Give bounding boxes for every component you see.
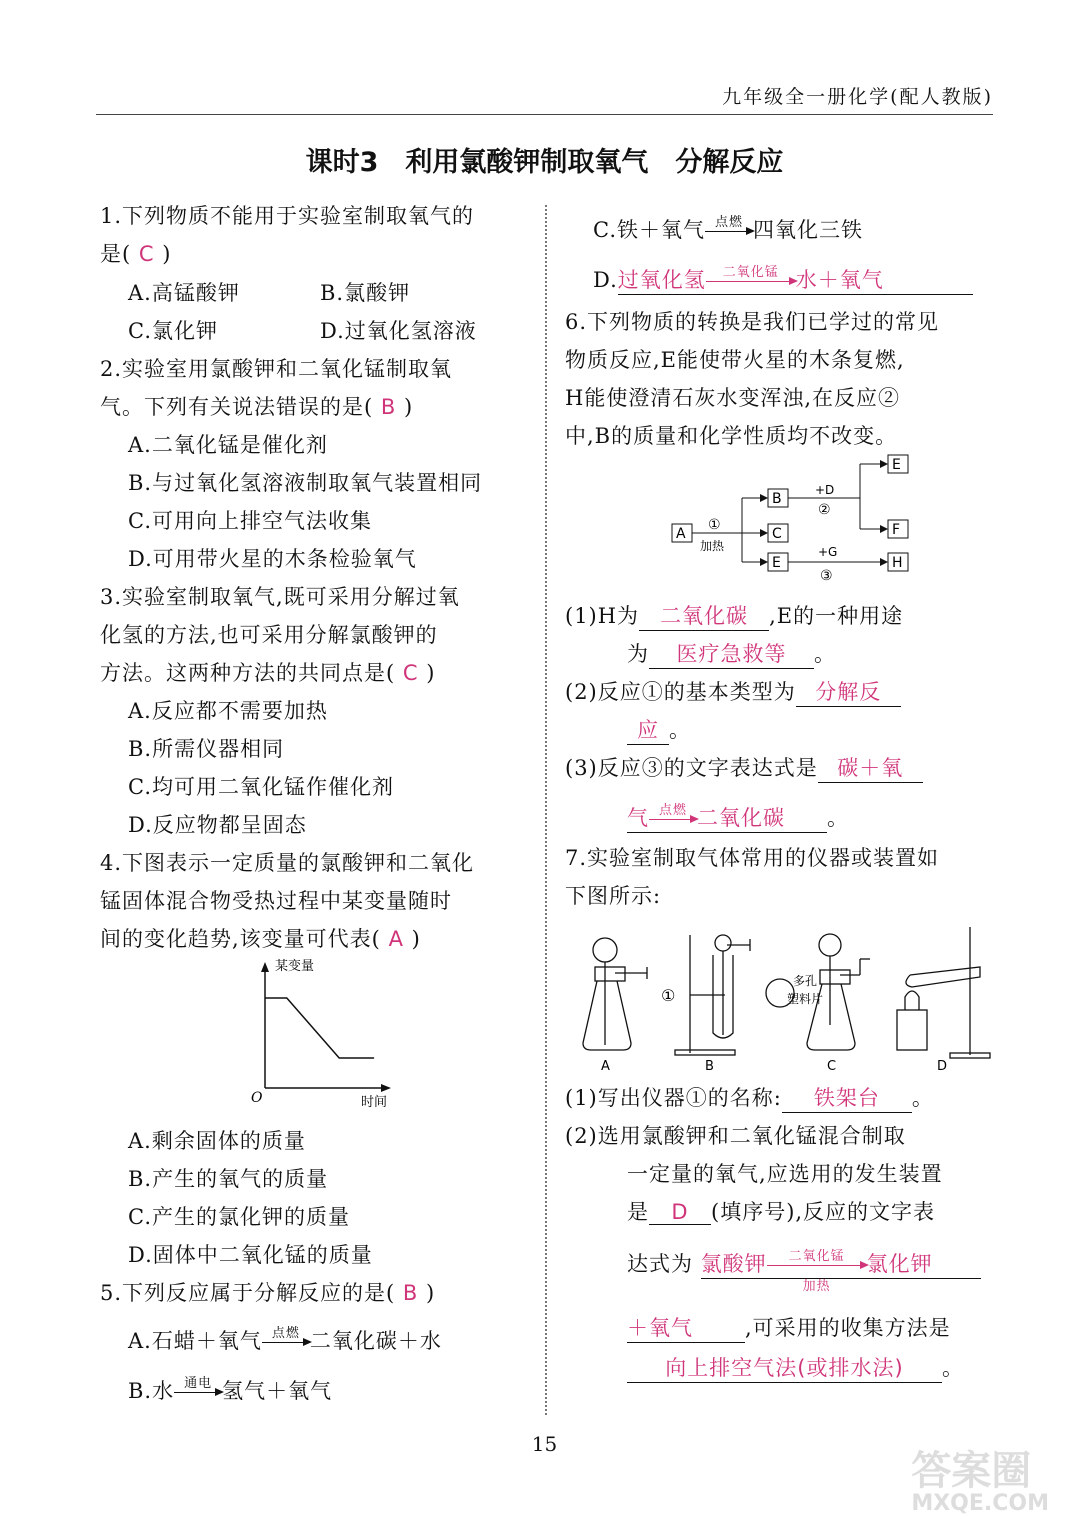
q7-part-2-line6: 向上排空气法(或排水法) 。: [627, 1352, 964, 1383]
q3-option-a: A.反应都不需要加热: [128, 699, 328, 723]
q4-option-b: B.产生的氧气的质量: [128, 1167, 329, 1191]
svg-text:E: E: [772, 555, 781, 571]
svg-text:E: E: [892, 457, 901, 473]
q5-option-d: D.过氧化氢 二氧化锰 水＋氧气: [593, 264, 973, 295]
q4-answer: A: [388, 927, 404, 951]
svg-text:③: ③: [820, 568, 833, 584]
column-divider: [545, 205, 547, 1415]
q3-answer: C: [402, 661, 419, 685]
svg-text:加热: 加热: [700, 539, 725, 553]
q1-option-a: A.高锰酸钾: [128, 281, 240, 305]
apparatus-d: [897, 927, 990, 1058]
q3-option-d: D.反应物都呈固态: [128, 813, 307, 837]
q4-stem-2: 锰固体混合物受热过程中某变量随时: [100, 889, 452, 913]
q5-option-b: B.水 通电 氢气＋氧气: [128, 1376, 333, 1403]
svg-text:B: B: [705, 1059, 714, 1074]
svg-text:①: ①: [708, 517, 721, 533]
q5-stem: 5.下列反应属于分解反应的是( B ): [100, 1281, 436, 1305]
lesson-title: 课时3 利用氯酸钾制取氧气 分解反应: [305, 147, 784, 178]
q3-stem-1: 3.实验室制取氧气,既可采用分解过氧: [100, 585, 460, 609]
svg-text:A: A: [601, 1059, 610, 1074]
q6-stem-1: 6.下列物质的转换是我们已学过的常见: [565, 310, 940, 334]
q5-d-answer-blank: 过氧化氢 二氧化锰 水＋氧气: [618, 264, 973, 295]
q1-answer: C: [138, 242, 155, 266]
q6-p3-blank: 碳＋氧: [818, 752, 923, 783]
q6-p1b-blank: 医疗急救等: [649, 638, 814, 669]
q5-option-a: A.石蜡＋氧气 点燃 二氧化碳＋水: [128, 1326, 442, 1353]
q5-c-arrow: 点燃: [705, 231, 753, 232]
q7-part-2-line2: 一定量的氧气,应选用的发生装置: [627, 1162, 943, 1186]
q1-stem-1: 1.下列物质不能用于实验室制取氧气的: [100, 204, 475, 228]
q2-stem-1: 2.实验室用氯酸钾和二氧化锰制取氧: [100, 357, 453, 381]
q6-part-1b: 为 医疗急救等 。: [627, 638, 836, 669]
apparatus-a: [583, 938, 647, 1050]
left-column: [100, 200, 530, 1420]
svg-text:C: C: [827, 1059, 837, 1074]
q6-p1-blank: 二氧化碳: [639, 600, 769, 631]
chart-xlabel: 时间: [361, 1095, 388, 1108]
q2-option-b: B.与过氧化氢溶液制取氧气装置相同: [128, 471, 483, 495]
svg-text:H: H: [892, 555, 903, 571]
chart-ylabel: 某变量: [275, 959, 315, 974]
chart-x-arrow: [381, 1084, 391, 1092]
q4-stem-3: 间的变化趋势,该变量可代表( A ): [100, 927, 421, 951]
svg-text:+D: +D: [815, 483, 835, 497]
q1-option-d: D.过氧化氢溶液: [320, 319, 477, 343]
right-column: [565, 200, 995, 1420]
chart-origin: O: [251, 1090, 263, 1106]
q7-stem-2: 下图所示:: [565, 884, 662, 908]
q5-b-arrow: 通电: [174, 1392, 222, 1393]
q6-stem-2: 物质反应,E能使带火星的木条复燃,: [565, 348, 905, 372]
q6-part-1: (1)H为 二氧化碳 ,E的一种用途: [565, 600, 903, 631]
svg-text:塑料片: 塑料片: [787, 992, 824, 1006]
q4-stem-1: 4.下图表示一定质量的氯酸钾和二氧化: [100, 851, 475, 875]
svg-text:②: ②: [818, 502, 831, 518]
q6-stem-4: 中,B的质量和化学性质均不改变。: [565, 424, 898, 448]
q6-p2-blank: 分解反: [796, 676, 901, 707]
q7-part-2-line1: (2)选用氯酸钾和二氧化锰混合制取: [565, 1124, 906, 1148]
q3-stem-2: 化氢的方法,也可采用分解氯酸钾的: [100, 623, 438, 647]
chart-y-arrow: [261, 962, 269, 972]
q7-apparatus-figure: [575, 915, 995, 1075]
header-rule: [96, 114, 993, 115]
q4-line-chart: [235, 958, 395, 1108]
q7-part-2-line4: 达式为 氯酸钾 二氧化锰 加热 氯化钾: [627, 1248, 981, 1279]
q4-option-d: D.固体中二氧化锰的质量: [128, 1243, 373, 1267]
q6-part-2: (2)反应①的基本类型为 分解反: [565, 676, 901, 707]
q2-option-d: D.可用带火星的木条检验氧气: [128, 547, 417, 571]
q6-part-3: (3)反应③的文字表达式是 碳＋氧: [565, 752, 923, 783]
page-number: 15: [531, 1432, 558, 1456]
q6-conversion-diagram: [670, 452, 930, 590]
q7-collection-blank: 向上排空气法(或排水法): [627, 1352, 942, 1383]
q3-stem-3: 方法。这两种方法的共同点是( C ): [100, 661, 436, 685]
svg-text:F: F: [892, 522, 901, 538]
q6-stem-3: H能使澄清石灰水变浑浊,在反应②: [565, 386, 900, 410]
svg-text:①: ①: [661, 986, 676, 1005]
q1-option-c: C.氯化钾: [128, 319, 218, 343]
q7-part-1: (1)写出仪器①的名称: 铁架台 。: [565, 1082, 934, 1113]
svg-text:D: D: [937, 1059, 948, 1074]
q2-option-a: A.二氧化锰是催化剂: [128, 433, 328, 457]
q3-option-b: B.所需仪器相同: [128, 737, 285, 761]
svg-text:A: A: [676, 526, 686, 542]
q5-a-arrow: 点燃: [262, 1342, 310, 1343]
svg-text:B: B: [772, 491, 782, 507]
q3-option-c: C.均可用二氧化锰作催化剂: [128, 775, 394, 799]
q6-part-2b: 应 。: [627, 714, 691, 745]
watermark: 答案圈 MXQE.COM: [911, 1448, 1049, 1516]
chart-series-line: [265, 998, 374, 1058]
q7-part-2-line3: 是 D (填序号),反应的文字表: [627, 1200, 936, 1224]
book-header: 九年级全一册化学(配人教版): [722, 86, 993, 108]
q7-p2-equation-blank: 氯酸钾 二氧化锰 加热 氯化钾: [701, 1248, 981, 1279]
q2-answer: B: [380, 395, 397, 419]
svg-text:+G: +G: [818, 545, 838, 559]
q5-answer: B: [402, 1281, 419, 1305]
q2-stem-2: 气。下列有关说法错误的是( B ): [100, 395, 414, 419]
q7-p1-blank: 铁架台: [782, 1082, 912, 1113]
q1-option-b: B.氯酸钾: [320, 281, 411, 305]
q6-part-3b: 气 点燃 二氧化碳 。: [627, 802, 849, 833]
q1-stem-2: 是( C ): [100, 242, 172, 266]
q5-option-c: C.铁＋氧气 点燃 四氧化三铁: [593, 215, 863, 242]
q7-p2-device-blank: D: [649, 1200, 711, 1225]
svg-text:多孔: 多孔: [793, 974, 818, 988]
apparatus-b: [675, 935, 794, 1055]
svg-text:C: C: [772, 526, 782, 542]
q2-option-c: C.可用向上排空气法收集: [128, 509, 372, 533]
q4-option-c: C.产生的氯化钾的质量: [128, 1205, 350, 1229]
q4-option-a: A.剩余固体的质量: [128, 1129, 306, 1153]
q7-stem-1: 7.实验室制取气体常用的仪器或装置如: [565, 846, 940, 870]
q7-part-2-line5: ＋氧气 ,可采用的收集方法是: [627, 1312, 951, 1343]
